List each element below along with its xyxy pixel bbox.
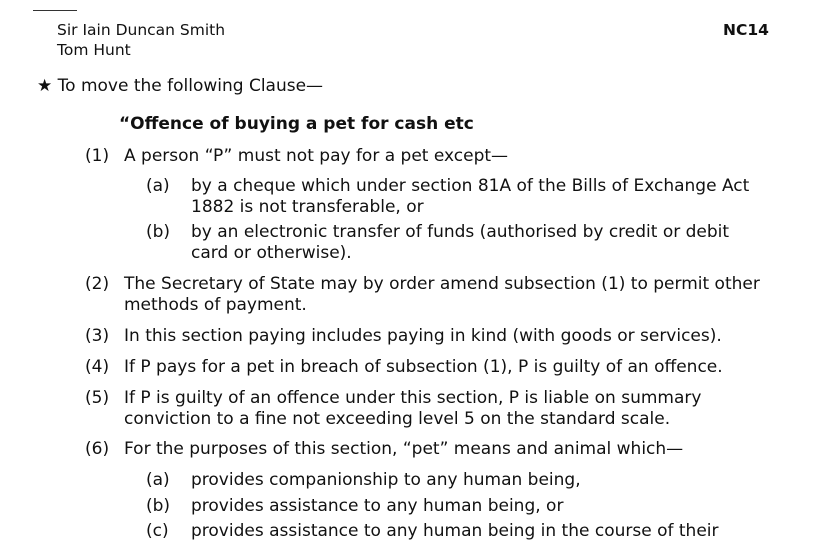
paragraph-text: 1882 is not transferable, or <box>191 197 424 217</box>
paragraph-text: provides assistance to any human being, or <box>191 496 564 516</box>
subsection-number: (6) <box>85 439 110 459</box>
paragraph-number: (b) <box>146 496 171 516</box>
subsection-text: conviction to a fine not exceeding level 5 on the standard scale. <box>124 409 671 429</box>
paragraph-number: (b) <box>146 222 171 242</box>
sponsor-name: Tom Hunt <box>57 41 131 59</box>
subsection-text: If P is guilty of an offence under this section, P is liable on summary <box>124 388 702 408</box>
subsection-text: A person “P” must not pay for a pet except— <box>124 146 509 166</box>
amendment-number: NC14 <box>723 21 769 39</box>
sponsor-name: Sir Iain Duncan Smith <box>57 21 226 39</box>
subsection-number: (4) <box>85 357 110 377</box>
paragraph-text: provides assistance to any human being in the course of their <box>191 521 719 541</box>
paragraph-number: (a) <box>146 176 170 196</box>
clause-title: “Offence of buying a pet for cash etc <box>119 114 474 134</box>
paragraph-number: (c) <box>146 521 169 541</box>
paragraph-text: card or otherwise). <box>191 243 352 263</box>
subsection-text: methods of payment. <box>124 295 307 315</box>
paragraph-text: by an electronic transfer of funds (authorised by credit or debit <box>191 222 730 242</box>
paragraph-text: by a cheque which under section 81A of the Bills of Exchange Act <box>191 176 750 196</box>
header-rule <box>33 10 77 11</box>
subsection-text: In this section paying includes paying in kind (with goods or services). <box>124 326 722 346</box>
subsection-number: (3) <box>85 326 110 346</box>
paragraph-number: (a) <box>146 470 170 490</box>
subsection-number: (5) <box>85 388 110 408</box>
subsection-text: If P pays for a pet in breach of subsection (1), P is guilty of an offence. <box>124 357 723 377</box>
subsection-text: For the purposes of this section, “pet” means and animal which— <box>124 439 684 459</box>
motion-text: ★ To move the following Clause— <box>37 76 324 96</box>
subsection-number: (2) <box>85 274 110 294</box>
paragraph-text: provides companionship to any human being, <box>191 470 581 490</box>
subsection-number: (1) <box>85 146 110 166</box>
subsection-text: The Secretary of State may by order amend subsection (1) to permit other <box>124 274 760 294</box>
